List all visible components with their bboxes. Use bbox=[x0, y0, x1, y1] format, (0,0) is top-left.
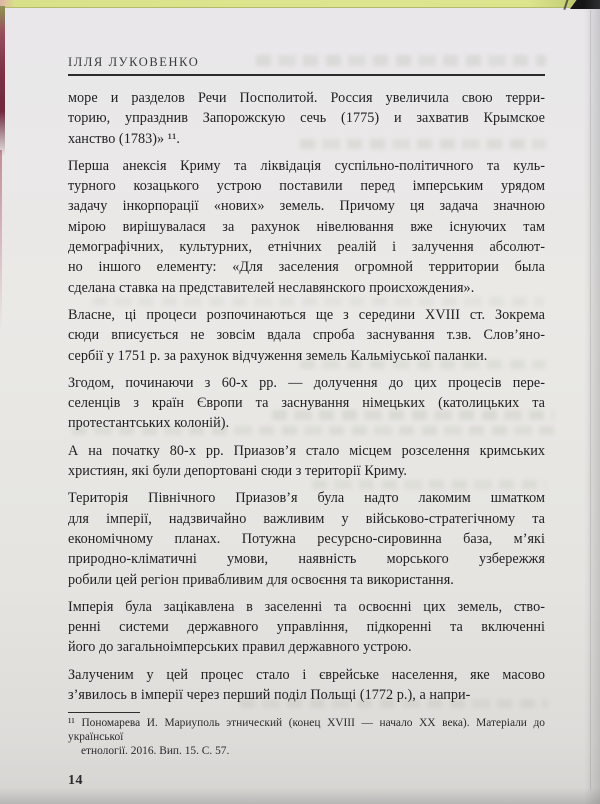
text-line: сюди вписується не зовсім вдала спроба заснування т.зв. Слов’яно- bbox=[68, 327, 545, 344]
text-line: но іншого елементу: «Для заселения огромной территории была bbox=[68, 259, 545, 276]
text-line: мірою вирішувалася за рахунок нівелювання вже існуючих там bbox=[68, 218, 545, 235]
footnote-text bbox=[68, 717, 545, 758]
paragraph bbox=[68, 597, 545, 658]
footnote-line: ¹¹ Пономарева И. Мариуполь этнический (конец XVIII — начало XX века). Матеріали до української bbox=[68, 717, 545, 744]
text-line: торию, упразднив Запорожскую сечь (1775) и захватив Крымское bbox=[68, 110, 545, 127]
text-line: Територія Північного Приазов’я була надто лакомим шматком bbox=[68, 490, 545, 507]
page-right-crease bbox=[590, 10, 591, 790]
body-text bbox=[68, 88, 545, 705]
paragraph bbox=[68, 373, 545, 434]
text-line: з’явилось в імперії через перший поділ Польщі (1772 р.), а напри- bbox=[68, 687, 471, 704]
page-header bbox=[68, 55, 545, 76]
page-number: 14 bbox=[68, 772, 83, 788]
paragraph bbox=[68, 305, 545, 366]
text-line: А на початку 80-х рр. Приазов’я стало місцем розселення кримських bbox=[68, 442, 545, 459]
text-line: природно-кліматичні умови, наявність морського узбережжя bbox=[68, 551, 545, 568]
page-bottom-shadow bbox=[0, 788, 600, 804]
text-line: для імперії, надзвичайно важливим у військово-стратегічному та bbox=[68, 510, 545, 527]
text-line: ханство (1783)» ¹¹. bbox=[68, 130, 181, 147]
text-line: ренні системи державного управління, підкоренні та включенні bbox=[68, 619, 545, 636]
text-line: протестантських колоній). bbox=[68, 415, 230, 432]
book-top-edge bbox=[0, 0, 600, 8]
text-line: Залученим у цей процес стало і єврейське населення, яке масово bbox=[68, 666, 545, 683]
paragraph bbox=[68, 156, 545, 298]
page-content bbox=[68, 55, 545, 789]
running-header: ІЛЛЯ ЛУКОВЕНКО bbox=[68, 55, 200, 69]
paragraph bbox=[68, 665, 545, 706]
text-line: турного козацького устрою поставили перед імперським урядом bbox=[68, 178, 545, 195]
paragraph bbox=[68, 488, 545, 589]
text-line: селенців з країн Європи та заснування німецьких (католицьких та bbox=[68, 395, 545, 412]
page-right-shadow bbox=[584, 0, 600, 804]
text-line: сербії у 1751 р. за рахунок відчуження земель Кальміуської паланки. bbox=[68, 347, 488, 364]
footnote-rule bbox=[68, 712, 140, 713]
text-line: задачу інкорпорації «нових» земель. Причому ця задача значною bbox=[68, 198, 545, 215]
footnote-line: етнології. 2016. Вип. 15. С. 57. bbox=[81, 744, 230, 757]
book-spine-edge-fade bbox=[0, 150, 2, 330]
text-line: Перша анексія Криму та ліквідація суспільно-політичного та куль- bbox=[68, 157, 545, 174]
text-line: його до загальноімперських правил державного устрою. bbox=[68, 639, 412, 656]
paragraph bbox=[68, 88, 545, 149]
book-spine-edge bbox=[0, 6, 5, 156]
text-line: Імперія була зацікавлена в заселенні та освоєнні цих земель, ство- bbox=[68, 598, 545, 615]
text-line: сделана ставка на представителей неславянского происхождения». bbox=[68, 279, 475, 296]
header-rule bbox=[68, 74, 545, 76]
footnote bbox=[68, 712, 545, 758]
text-line: Згодом, починаючи з 60-х рр. — долучення до цих процесів пере- bbox=[68, 374, 545, 391]
text-line: демографічних, культурних, етнічних реалій і залучення абсолют- bbox=[68, 239, 545, 256]
text-line: економічному планах. Потужна ресурсно-сировинна база, м’які bbox=[68, 530, 545, 547]
text-line: християн, які були депортовані сюди з території Криму. bbox=[68, 463, 408, 480]
text-line: море и разделов Речи Посполитой. Россия увеличила свою терри- bbox=[68, 90, 545, 106]
text-line: Власне, ці процеси розпочинаються ще з середини XVIII ст. Зокрема bbox=[68, 306, 545, 323]
text-line: робили цей регіон привабливим для освоєння та використання. bbox=[68, 571, 454, 588]
paragraph bbox=[68, 441, 545, 482]
